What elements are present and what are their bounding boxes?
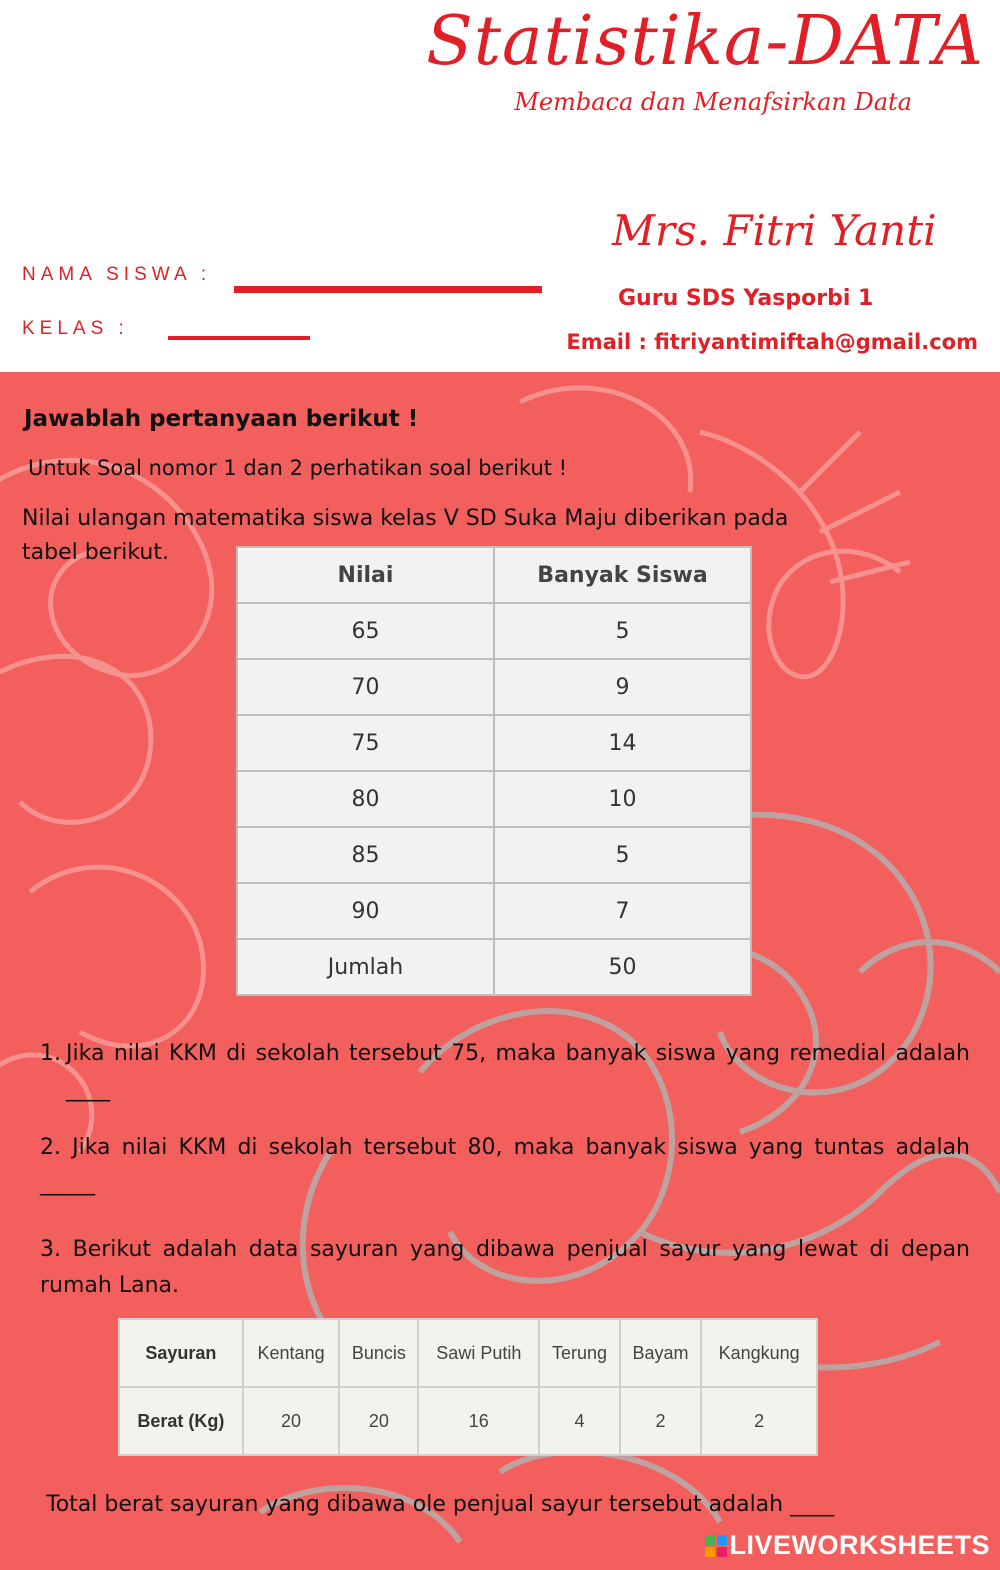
table-cell: 75 bbox=[237, 715, 494, 771]
note-text: Untuk Soal nomor 1 dan 2 perhatikan soal berikut ! bbox=[28, 456, 568, 480]
class-line bbox=[168, 336, 310, 340]
table-cell: 2 bbox=[620, 1387, 702, 1455]
worksheet-header bbox=[0, 0, 1000, 372]
liveworksheets-brand-text: LIVEWORKSHEETS bbox=[729, 1530, 990, 1560]
table-cell: 80 bbox=[237, 771, 494, 827]
final-question: Total berat sayuran yang dibawa ole penjual sayur tersebut adalah ____ bbox=[46, 1492, 835, 1517]
table-row bbox=[119, 1387, 817, 1455]
question-3: 3. Berikut adalah data sayuran yang dibawa penjual sayur yang lewat di depan rumah Lana. bbox=[40, 1237, 970, 1298]
table-cell: 5 bbox=[494, 603, 751, 659]
table-header-cell: Bayam bbox=[620, 1319, 702, 1387]
question-1-number: 1. bbox=[40, 1041, 61, 1066]
table-cell: 4 bbox=[539, 1387, 619, 1455]
table-cell: 9 bbox=[494, 659, 751, 715]
table-cell: 85 bbox=[237, 827, 494, 883]
table-header-cell: Kentang bbox=[243, 1319, 340, 1387]
table-header-cell: Kangkung bbox=[701, 1319, 817, 1387]
teacher-email: Email : fitriyantimiftah@gmail.com bbox=[566, 330, 978, 354]
worksheet-title: Statistika-DATA bbox=[426, 2, 984, 81]
table-cell: 7 bbox=[494, 883, 751, 939]
table-row bbox=[237, 715, 751, 771]
intro-line-1: Nilai ulangan matematika siswa kelas V SD Suka Maju diberikan pada bbox=[22, 506, 789, 531]
teacher-role: Guru SDS Yasporbi 1 bbox=[618, 286, 874, 311]
table-header-cell: Banyak Siswa bbox=[494, 547, 751, 603]
vegetable-table bbox=[118, 1318, 818, 1456]
instruction-heading: Jawablah pertanyaan berikut ! bbox=[24, 406, 419, 432]
liveworksheets-logo[interactable] bbox=[705, 1530, 990, 1561]
table-row bbox=[237, 659, 751, 715]
table-cell: 50 bbox=[494, 939, 751, 995]
table-cell: 16 bbox=[418, 1387, 539, 1455]
intro-line-2: tabel berikut. bbox=[22, 540, 169, 565]
table-header-row bbox=[119, 1319, 817, 1387]
student-name-label: NAMA SISWA : bbox=[22, 264, 212, 285]
student-name-line bbox=[234, 286, 542, 293]
table-cell: 10 bbox=[494, 771, 751, 827]
liveworksheets-icon bbox=[705, 1535, 727, 1557]
table-header-cell: Nilai bbox=[237, 547, 494, 603]
score-table bbox=[236, 546, 752, 996]
class-label: KELAS : bbox=[22, 318, 129, 339]
table-header-cell: Terung bbox=[539, 1319, 619, 1387]
table-total-row bbox=[237, 939, 751, 995]
table-row bbox=[237, 883, 751, 939]
table-cell: 70 bbox=[237, 659, 494, 715]
table-header-cell: Sayuran bbox=[119, 1319, 243, 1387]
table-cell: 5 bbox=[494, 827, 751, 883]
question-1: Jika nilai KKM di sekolah tersebut 75, maka banyak siswa yang remedial adalah ____ bbox=[66, 1041, 970, 1102]
table-cell: 20 bbox=[243, 1387, 340, 1455]
teacher-signature: Mrs. Fitri Yanti bbox=[612, 206, 937, 255]
worksheet-subtitle: Membaca dan Menafsirkan Data bbox=[514, 88, 912, 116]
table-header-cell: Buncis bbox=[339, 1319, 418, 1387]
table-cell: Berat (Kg) bbox=[119, 1387, 243, 1455]
table-header-cell: Sawi Putih bbox=[418, 1319, 539, 1387]
table-row bbox=[237, 603, 751, 659]
table-cell: 20 bbox=[339, 1387, 418, 1455]
table-cell: 14 bbox=[494, 715, 751, 771]
table-row bbox=[237, 827, 751, 883]
table-cell: 2 bbox=[701, 1387, 817, 1455]
table-cell: Jumlah bbox=[237, 939, 494, 995]
table-cell: 65 bbox=[237, 603, 494, 659]
worksheet-body bbox=[0, 372, 1000, 1570]
table-row bbox=[237, 771, 751, 827]
question-2: 2. Jika nilai KKM di sekolah tersebut 80, maka banyak siswa yang tuntas adalah _____ bbox=[40, 1135, 970, 1196]
table-header-row bbox=[237, 547, 751, 603]
table-cell: 90 bbox=[237, 883, 494, 939]
